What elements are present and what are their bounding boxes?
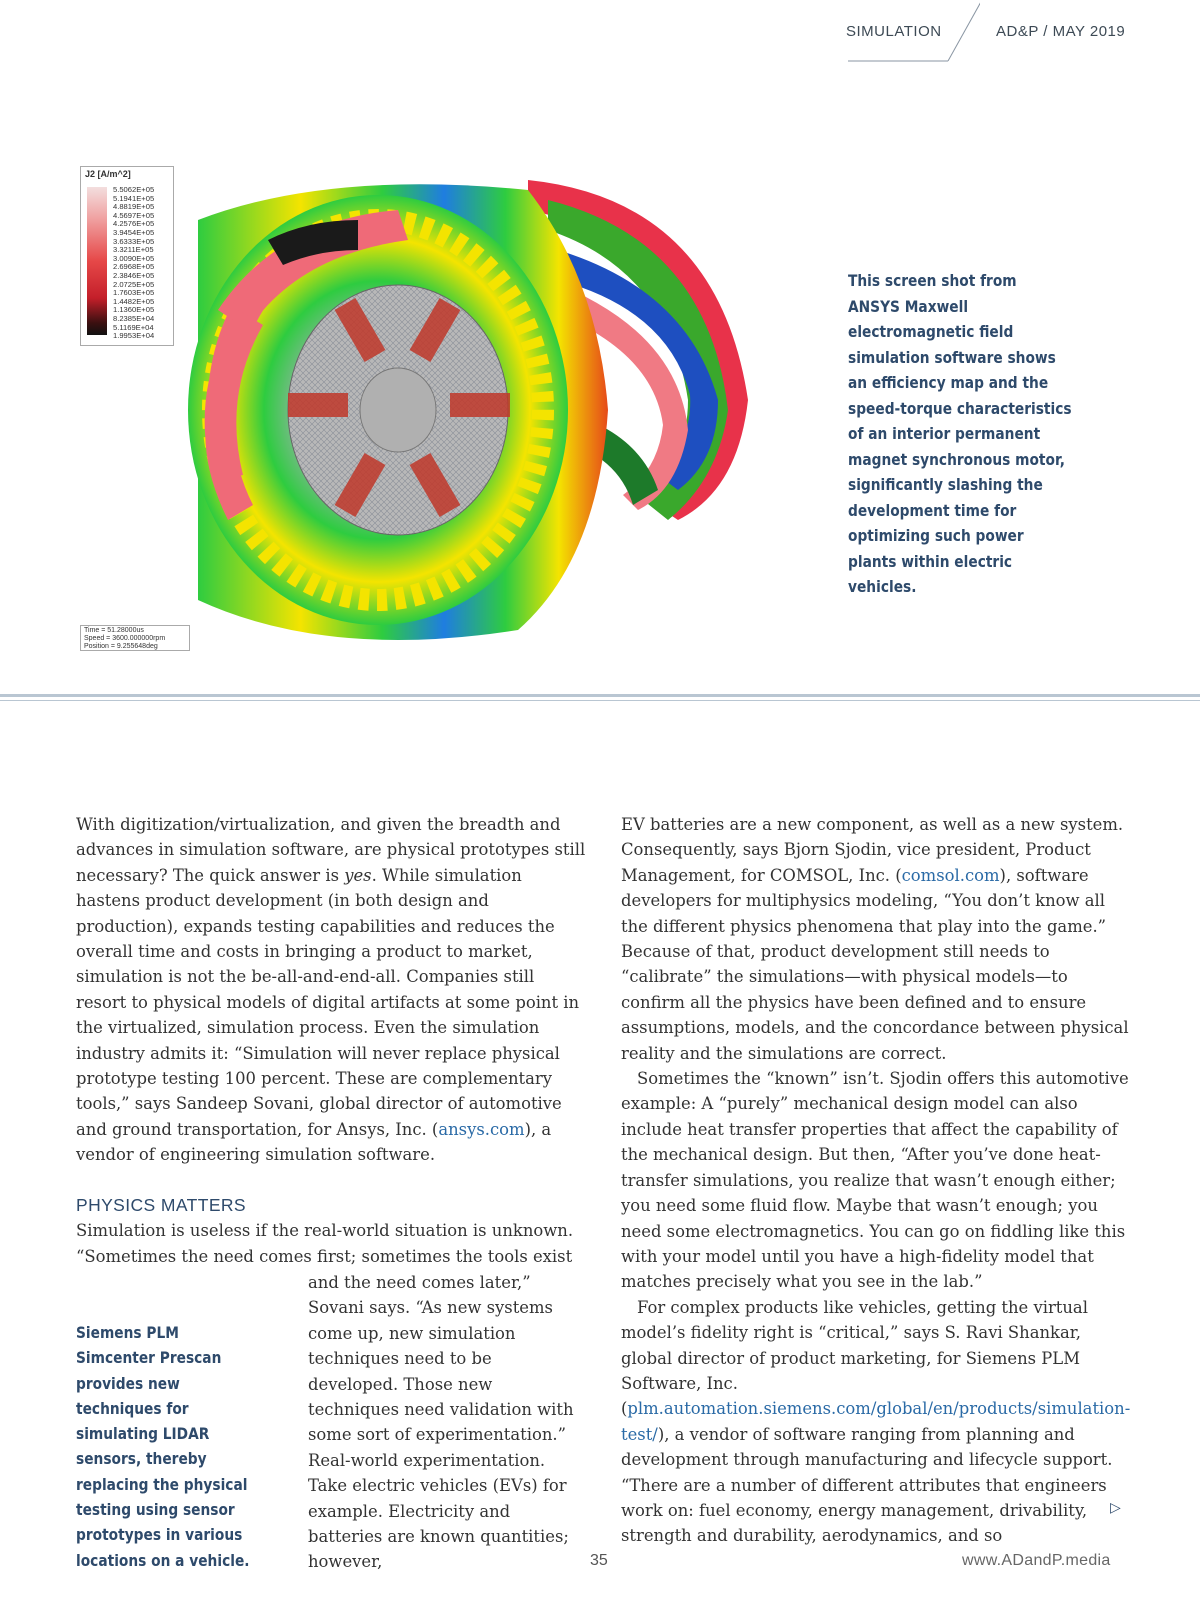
position-readout-line: Position = 9.255648deg bbox=[84, 643, 158, 650]
legend-value: 4.2576E+05 bbox=[113, 219, 155, 229]
section-divider-rule-thin bbox=[0, 700, 1200, 701]
page-number: 35 bbox=[590, 1552, 608, 1569]
legend-value: 4.8819E+05 bbox=[113, 202, 155, 212]
paragraph: EV batteries are a new component, as well as a new system. Consequently, says Bjorn Sjodin, vice president, Product Management, for COMSOL, Inc. (comsol.com), software developers for multiphysics modeling, “You don’t know all the different physics phenomena that play into the game.” Because of that, product development still needs to “calibrate” the simulations—with physical models—to confirm all the physics have been defined and to ensure assumptions, models, and the concordance between physical reality and the simulations are correct. bbox=[621, 815, 1129, 1063]
speed-readout-line: Speed = 3600.000000rpm bbox=[84, 635, 166, 642]
paragraph: Sometimes the “known” isn’t. Sjodin offers this automotive example: A “purely” mechanical design model can also include heat transfer properties that affect the capability of the mechanical design. But then, “After you’ve done heat-transfer simulations, you realize that wasn’t enough either; you need some fluid flow. Maybe that wasn’t enough; you need some electromagnetics. You can go on fiddling like this with your model until you have a high-fidelity model that matches precisely what you see in the lab.” bbox=[621, 1069, 1129, 1292]
legend-value: 1.7603E+05 bbox=[113, 288, 155, 298]
legend-value: 5.1169E+04 bbox=[113, 322, 154, 332]
paragraph: Simulation is useless if the real-world situation is unknown. “Sometimes the need comes first; sometimes the tools exist bbox=[76, 1221, 574, 1266]
header-divider-slash bbox=[840, 0, 980, 64]
legend-title: J2 [A/m^2] bbox=[85, 169, 131, 179]
section-subhead: PHYSICS MATTERS bbox=[76, 1194, 247, 1215]
legend-value: 3.9454E+05 bbox=[113, 227, 155, 237]
legend-value: 2.3846E+05 bbox=[113, 270, 155, 280]
time-readout-line: Time = 51.28000us bbox=[84, 627, 144, 634]
legend-value: 5.5062E+05 bbox=[113, 185, 155, 194]
legend-value: 1.1360E+05 bbox=[113, 305, 155, 315]
article-left-column bbox=[76, 812, 586, 1269]
motor-rendering-image bbox=[78, 160, 788, 660]
legend-value: 1.4482E+05 bbox=[113, 296, 155, 306]
emphasis: yes bbox=[344, 865, 372, 885]
side-caption: Siemens PLM Simcenter Prescan provides new techniques for simulating LIDAR sensors, thereby replacing the physical testing using sensor prototypes in various locations on a vehicle. bbox=[76, 1323, 250, 1570]
legend-value: 2.6968E+05 bbox=[113, 262, 155, 272]
paragraph: With digitization/virtualization, and given the breadth and advances in simulation software, are physical prototypes still necessary? The quick answer is yes. While simulation hastens product development (in both design and production), expands testing capabilities and reduces the overall time and costs in bringing a product to market, simulation is not the be-all-and-end-all. Companies still resort to physical models of digital artifacts at some point in the virtualized, simulation process. Even the simulation industry admits it: “Simulation will never replace physical prototype testing 100 percent. These are complementary tools,” says Sandeep Sovani, global director of automotive and ground transportation, for Ansys, Inc. (ansys.com), a vendor of engineering simulation software. bbox=[76, 815, 586, 1165]
section-divider-rule bbox=[0, 694, 1200, 697]
triangle-right-icon: ▷ bbox=[1110, 1500, 1121, 1516]
simulation-time-readout bbox=[80, 625, 190, 651]
header-section-label: SIMULATION bbox=[846, 23, 942, 40]
figure-caption: This screen shot from ANSYS Maxwell electromagnetic field simulation software shows an efficiency map and the speed-torque characteristics of an interior permanent magnet synchronous motor, significantly slashing the development time for optimizing such power plants within electric vehicles. bbox=[848, 271, 1072, 596]
footer-url[interactable]: www.ADandP.media bbox=[962, 1552, 1111, 1569]
page-header bbox=[0, 0, 1200, 70]
legend-value: 3.3211E+05 bbox=[113, 245, 154, 255]
article-left-narrow-column bbox=[308, 1270, 586, 1575]
comsol-link[interactable]: comsol.com bbox=[901, 865, 1000, 885]
ansys-link[interactable]: ansys.com bbox=[438, 1119, 525, 1139]
rotor-shaft bbox=[360, 368, 436, 452]
legend-value: 8.2385E+04 bbox=[113, 313, 155, 323]
paragraph: For complex products like vehicles, getting the virtual model’s fidelity right is “critical,” says S. Ravi Shankar, global director of product marketing, for Siemens PLM Software, Inc. (plm.automation.siemens.com/global/en/products/simulation-test/), a vendor of software ranging from planning and development through manufacturing and lifecycle support. “There are a number of different attributes that engineers work on: fuel economy, energy management, drivability, strength and durability, aerodynamics, and so bbox=[621, 1297, 1131, 1546]
legend-value: 1.9953E+04 bbox=[113, 331, 155, 341]
legend-value: 4.5697E+05 bbox=[113, 210, 155, 220]
legend-value: 2.0725E+05 bbox=[113, 279, 155, 289]
legend-value: 3.6333E+05 bbox=[113, 236, 155, 246]
legend-value: 3.0090E+05 bbox=[113, 253, 155, 263]
legend-value: 5.1941E+05 bbox=[113, 193, 155, 203]
paragraph: and the need comes later,” Sovani says. “As new systems come up, new simulation techniques need to be developed. Those new techniques need validation with some sort of experimentation.” Real-world experimentation. Take electric vehicles (EVs) for example. Electricity and batteries are known quantities; however, bbox=[308, 1273, 574, 1572]
siemens-link[interactable]: plm.automation.siemens.com/global/en/products/simulation-test/ bbox=[621, 1399, 1131, 1444]
legend-color-bar bbox=[87, 187, 107, 335]
legend-values bbox=[113, 186, 154, 341]
article-right-column bbox=[621, 812, 1136, 1549]
header-issue-label: AD&P / MAY 2019 bbox=[996, 23, 1126, 40]
field-legend bbox=[80, 166, 174, 346]
